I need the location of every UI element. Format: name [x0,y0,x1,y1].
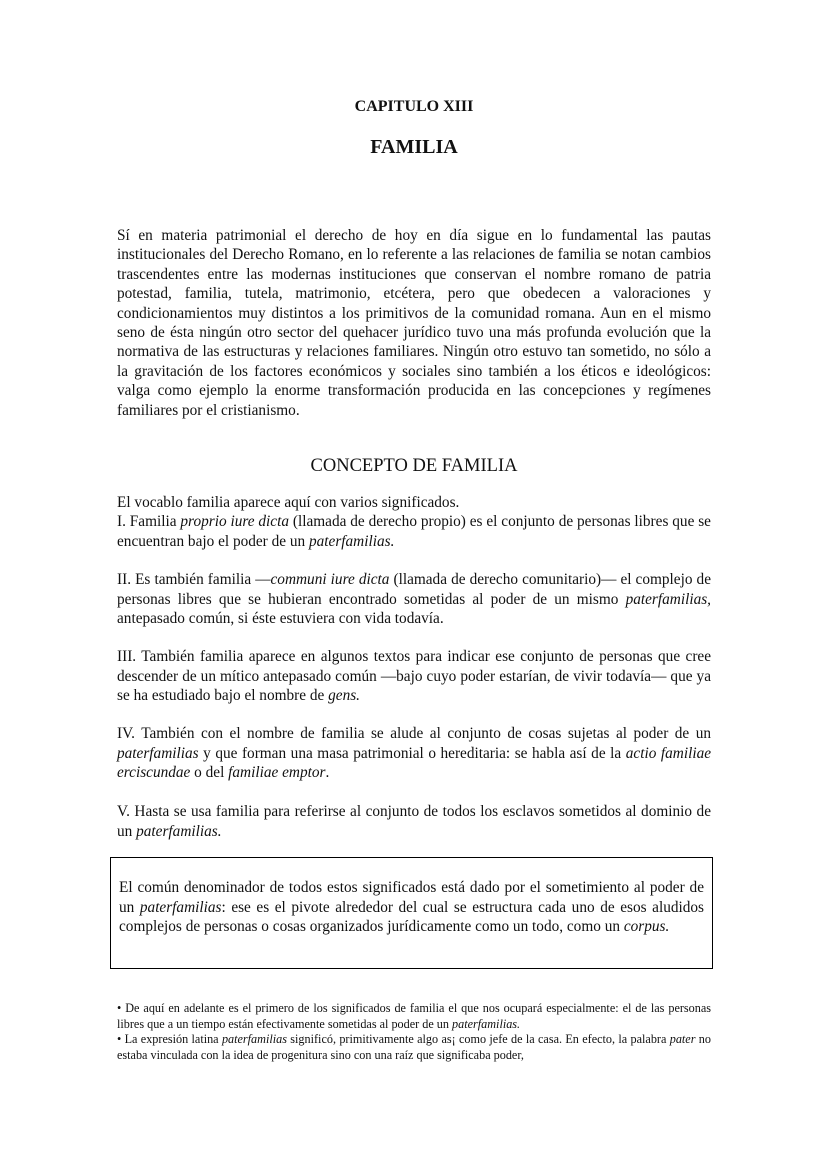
meaning-iii: III. También familia aparece en algunos textos para indicar ese conjunto de personas que cree descender de un mítico antepasado común —bajo cuyo poder estarían, de vivir todavía— que ya se ha estudiado bajo el nombre de gens. [117,648,711,705]
footnote-1: • De aquí en adelante es el primero de los significados de familia el que nos ocupará especialmente: el de las personas libres que a un tiempo están efectivamente sometidas al poder de un paterfamilias. [117,1001,711,1031]
section-lead: El vocablo familia aparece aquí con varios significados. [117,494,460,511]
page-title: FAMILIA [370,136,458,158]
footnote-2: • La expresión latina paterfamilias significó, primitivamente algo as¡ como jefe de la casa. En efecto, la palabra pater no estaba vinculada con la idea de progenitura sino con una raíz que significaba poder, [117,1032,711,1062]
chapter-heading: CAPITULO XIII [354,98,474,115]
section-heading: CONCEPTO DE FAMILIA [310,456,518,476]
meaning-ii: II. Es también familia —communi iure dicta (llamada de derecho comunitario)— el complejo de personas libres que se hubieran encontrado sometidas al poder de un mismo paterfamilias, antepasado común, si éste estuviera con vida todavía. [117,571,711,628]
meaning-iv: IV. También con el nombre de familia se alude al conjunto de cosas sujetas al poder de un paterfamilias y que forman una masa patrimonial o hereditaria: se habla así de la actio familiae erciscundae o del familiae emptor. [117,725,712,782]
meaning-i: I. Familia proprio iure dicta (llamada de derecho propio) es el conjunto de personas libres que se encuentran bajo el poder de un paterfamilias. [117,513,711,550]
highlight-text: El común denominador de todos estos significados está dado por el sometimiento al poder de un paterfamilias: ese es el pivote alrededor del cual se estructura cada uno de esos aludidos complejos de personas o cosas organizados jurídicamente como un todo, como un corpus. [119,879,704,936]
meaning-v: V. Hasta se usa familia para referirse al conjunto de todos los esclavos sometidos al dominio de un paterfamilias. [117,803,711,840]
intro-paragraph: Sí en materia patrimonial el derecho de hoy en día sigue en lo fundamental las pautas institucionales del Derecho Romano, en lo referente a las relaciones de familia se notan cambios trascendentes entre las modernas instituciones que conservan el nombre romano de patria potestad, familia, tutela, matrimonio, etcétera, pero que obedecen a valoraciones y condicionamientos muy distintos a los primitivos de la comunidad romana. Aun en el mismo seno de ésta ningún otro sector del quehacer jurídico tuvo una más profunda evolución que la normativa de las estructuras y relaciones familiares. Ningún otro estuvo tan sometido, no sólo a la gravitación de los factores económicos y sociales sino también a los éticos e ideológicos: valga como ejemplo la enorme transformación producida en las concepciones y regímenes familiares por el cristianismo. [117,227,711,419]
highlight-box [110,857,713,969]
